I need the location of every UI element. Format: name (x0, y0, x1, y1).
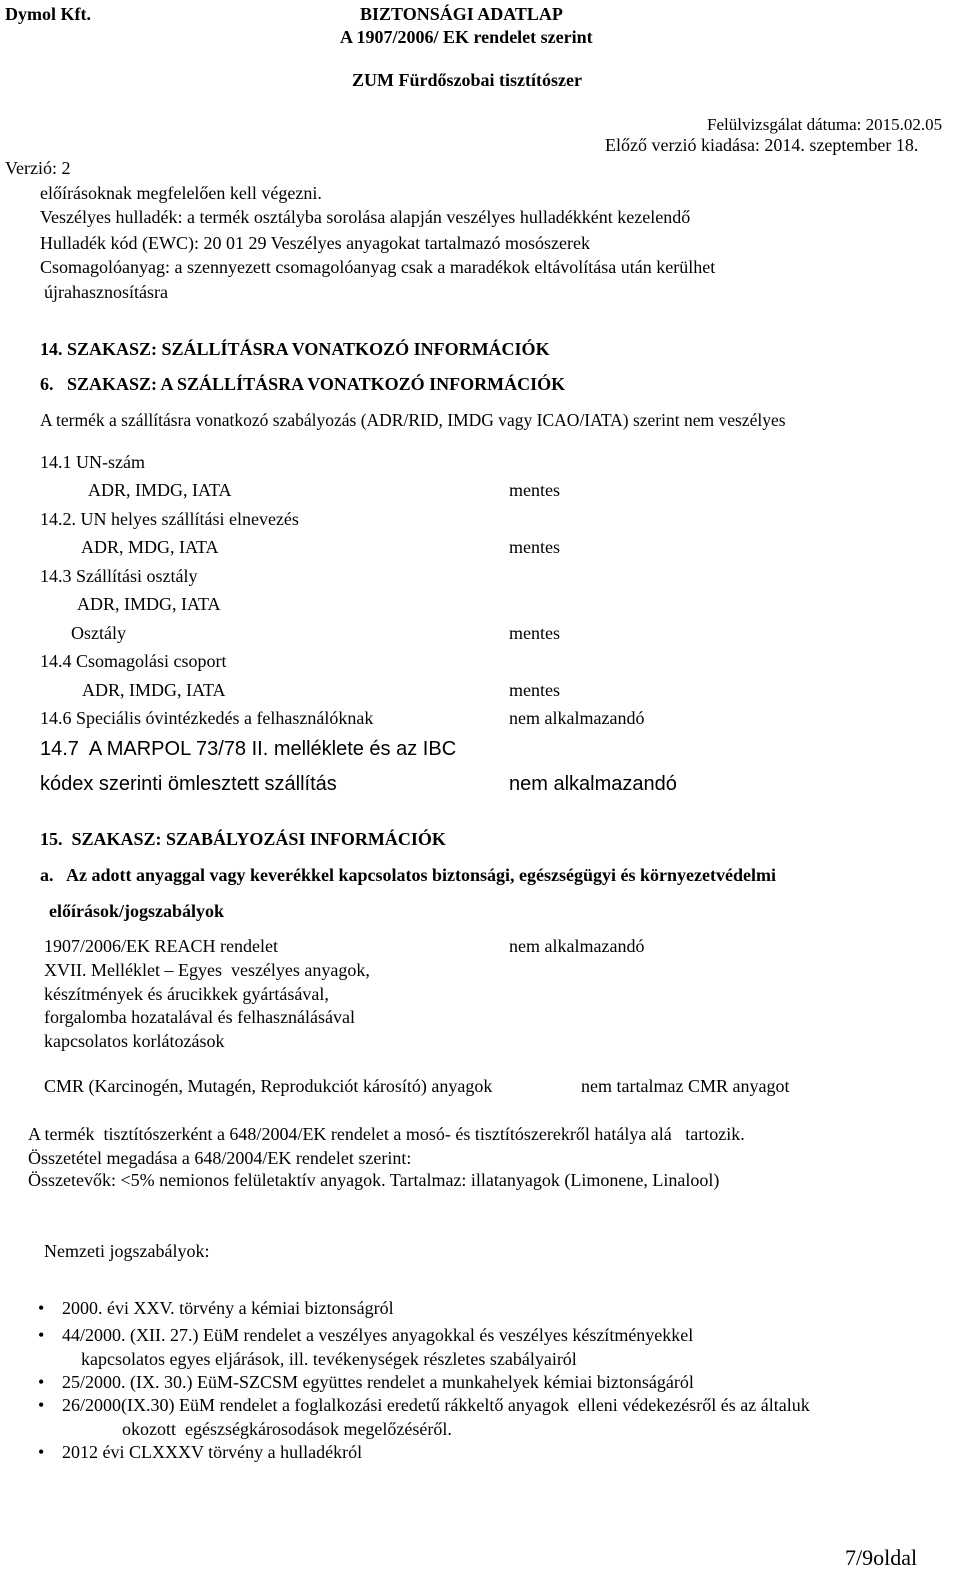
reach-line-1: 1907/2006/EK REACH rendelet (44, 936, 278, 956)
reach-value: nem alkalmazandó (509, 936, 645, 956)
detergent-regulation-text: A termék tisztítószerként a 648/2004/EK rendelet a mosó- és tisztítószerekről hatálya alá tartozik. (28, 1124, 745, 1144)
hazardous-waste-text: Veszélyes hulladék: a termék osztályba sorolása alapján veszélyes hulladékként kezelendő (40, 207, 691, 227)
reach-line-4: forgalomba hozatalával és felhasználásával (44, 1007, 356, 1027)
shipping-name-modes: ADR, MDG, IATA (81, 537, 219, 557)
marpol-value: nem alkalmazandó (509, 773, 677, 795)
packing-group-label: 14.4 Csomagolási csoport (40, 651, 227, 671)
revision-date: Felülvizsgálat dátuma: 2015.02.05 (707, 115, 943, 134)
law-item: • 2012 évi CLXXXV törvény a hulladékról (62, 1442, 362, 1463)
shipping-name-value: mentes (509, 537, 560, 557)
transport-intro: A termék a szállításra vonatkozó szabályozás (ADR/RID, IMDG vagy ICAO/IATA) szerint nem veszélyes (40, 410, 786, 430)
law-item: • 44/2000. (XII. 27.) EüM rendelet a veszélyes anyagokkal és veszélyes készítményekkel (62, 1325, 693, 1346)
packaging-text: Csomagolóanyag: a szennyezett csomagolóanyag csak a maradékok eltávolítása után kerülhet (40, 257, 716, 277)
special-precautions-value: nem alkalmazandó (509, 708, 645, 728)
un-number-value: mentes (509, 480, 560, 500)
regulation-reference: A 1907/2006/ EK rendelet szerint (340, 27, 593, 47)
law-item: • 2000. évi XXV. törvény a kémiai biztonságról (62, 1298, 394, 1319)
section-14-heading: 14. SZAKASZ: SZÁLLÍTÁSRA VONATKOZÓ INFORMÁCIÓK (40, 339, 550, 359)
document-title: BIZTONSÁGI ADATLAP (360, 4, 563, 24)
un-number-modes: ADR, IMDG, IATA (88, 480, 232, 500)
company-name: Dymol Kft. (5, 4, 91, 24)
composition-text: Összetétel megadása a 648/2004/EK rendelet szerint: (28, 1148, 412, 1168)
page-number: 7/9oldal (845, 1545, 918, 1570)
law-item: • 26/2000(IX.30) EüM rendelet a foglalkozási eredetű rákkeltő anyagok elleni védekezésről és az általuk (62, 1395, 810, 1416)
reach-line-3: készítmények és árucikkek gyártásával, (44, 984, 329, 1004)
transport-class-value: mentes (509, 623, 560, 643)
law-item-cont: kapcsolatos egyes eljárások, ill. tevékenységek részletes szabályairól (81, 1349, 577, 1369)
regulations-subheading-cont: előírások/jogszabályok (49, 901, 225, 921)
special-precautions-label: 14.6 Speciális óvintézkedés a felhasználóknak (40, 708, 374, 728)
section-14-subheading: 6. SZAKASZ: A SZÁLLÍTÁSRA VONATKOZÓ INFORMÁCIÓK (40, 374, 566, 394)
marpol-label-cont: kódex szerinti ömlesztett szállítás (40, 773, 337, 795)
previous-version: Előző verzió kiadása: 2014. szeptember 18. (605, 135, 919, 155)
transport-class-label: 14.3 Szállítási osztály (40, 566, 198, 586)
law-item-cont: okozott egészségkárosodások megelőzéséről. (122, 1419, 452, 1439)
ingredients-text: Összetevők: <5% nemionos felületaktív anyagok. Tartalmaz: illatanyagok (Limonene, Linalool) (28, 1170, 720, 1190)
un-number-label: 14.1 UN-szám (40, 452, 145, 472)
section-15-heading: 15. SZAKASZ: SZABÁLYOZÁSI INFORMÁCIÓK (40, 829, 446, 849)
transport-class-sublabel: Osztály (71, 623, 126, 643)
cmr-label: CMR (Karcinogén, Mutagén, Reprodukciót károsító) anyagok (44, 1076, 493, 1096)
national-laws-heading: Nemzeti jogszabályok: (44, 1241, 210, 1261)
reach-line-5: kapcsolatos korlátozások (44, 1031, 225, 1051)
version-label: Verzió: 2 (5, 158, 71, 178)
reach-line-2: XVII. Melléklet – Egyes veszélyes anyagok, (44, 960, 370, 980)
marpol-label: 14.7 A MARPOL 73/78 II. melléklete és az IBC (40, 738, 457, 760)
packing-group-modes: ADR, IMDG, IATA (82, 680, 226, 700)
law-item: • 25/2000. (IX. 30.) EüM-SZCSM együttes rendelet a munkahelyek kémiai biztonságáról (62, 1372, 694, 1393)
product-name: ZUM Fürdőszobai tisztítószer (352, 70, 582, 90)
waste-code-text: Hulladék kód (EWC): 20 01 29 Veszélyes anyagokat tartalmazó mosószerek (40, 233, 591, 253)
regulations-subheading: a. Az adott anyaggal vagy keverékkel kapcsolatos biztonsági, egészségügyi és környezetvédelmi (40, 865, 776, 885)
disposal-text-line: előírásoknak megfelelően kell végezni. (40, 183, 322, 203)
packing-group-value: mentes (509, 680, 560, 700)
transport-class-modes: ADR, IMDG, IATA (77, 594, 221, 614)
packaging-text-cont: újrahasznosításra (44, 282, 168, 302)
cmr-value: nem tartalmaz CMR anyagot (581, 1076, 790, 1096)
shipping-name-label: 14.2. UN helyes szállítási elnevezés (40, 509, 299, 529)
